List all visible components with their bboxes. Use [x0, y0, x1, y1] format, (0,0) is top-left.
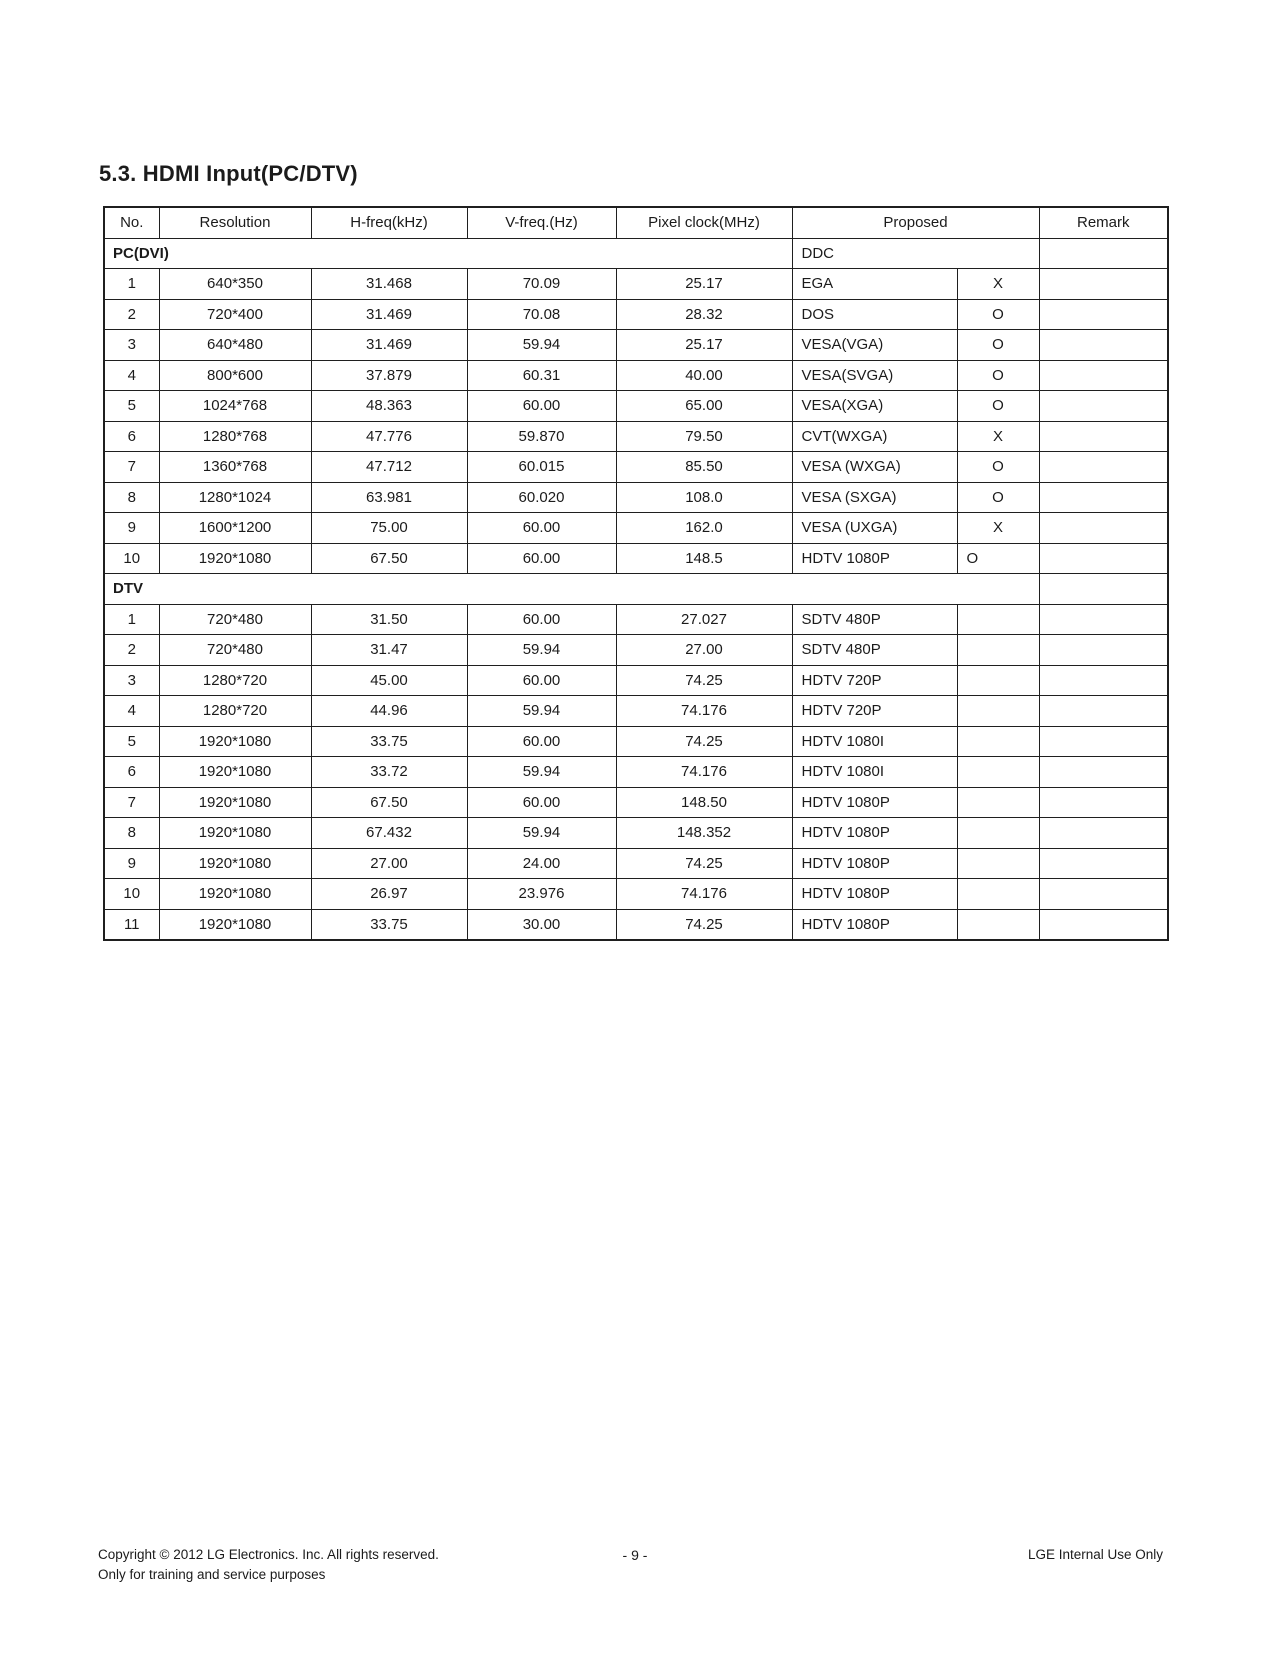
cell-resolution: 640*350: [159, 269, 311, 300]
table-row: [104, 879, 1168, 910]
cell-v-freq: 60.00: [467, 391, 616, 422]
cell-v-freq: 60.00: [467, 726, 616, 757]
cell-h-freq: 47.776: [311, 421, 467, 452]
cell-proposed-status: O: [957, 360, 1039, 391]
table-row: [104, 848, 1168, 879]
cell-no: 2: [104, 635, 159, 666]
table-row: [104, 421, 1168, 452]
cell-v-freq: 60.00: [467, 543, 616, 574]
table-row: [104, 513, 1168, 544]
cell-remark: [1039, 543, 1168, 574]
cell-proposed: HDTV 1080I: [792, 757, 957, 788]
cell-proposed: HDTV 1080P: [792, 909, 957, 940]
cell-v-freq: 70.09: [467, 269, 616, 300]
cell-remark: [1039, 238, 1168, 269]
cell-pixel-clock: 74.176: [616, 757, 792, 788]
cell-remark: [1039, 635, 1168, 666]
cell-no: 4: [104, 696, 159, 727]
cell-no: 7: [104, 452, 159, 483]
footer-copyright-line: Copyright © 2012 LG Electronics. Inc. All rights reserved.: [98, 1547, 439, 1562]
cell-v-freq: 59.870: [467, 421, 616, 452]
page-number: - 9 -: [622, 1547, 648, 1563]
cell-pixel-clock: 40.00: [616, 360, 792, 391]
cell-v-freq: 60.00: [467, 665, 616, 696]
cell-resolution: 1280*768: [159, 421, 311, 452]
cell-pixel-clock: 108.0: [616, 482, 792, 513]
cell-proposed: HDTV 1080P: [792, 543, 957, 574]
cell-h-freq: 31.50: [311, 604, 467, 635]
cell-remark: [1039, 665, 1168, 696]
cell-remark: [1039, 879, 1168, 910]
cell-proposed: HDTV 1080P: [792, 818, 957, 849]
col-header-remark: Remark: [1039, 207, 1168, 238]
table-row: [104, 482, 1168, 513]
cell-v-freq: 70.08: [467, 299, 616, 330]
cell-resolution: 800*600: [159, 360, 311, 391]
cell-resolution: 1920*1080: [159, 757, 311, 788]
cell-pixel-clock: 74.25: [616, 726, 792, 757]
cell-proposed: HDTV 1080P: [792, 787, 957, 818]
cell-resolution: 720*480: [159, 604, 311, 635]
cell-v-freq: 59.94: [467, 757, 616, 788]
cell-h-freq: 33.75: [311, 726, 467, 757]
cell-resolution: 720*400: [159, 299, 311, 330]
table-row: [104, 269, 1168, 300]
footer-copyright-block: [98, 1545, 439, 1585]
cell-pixel-clock: 28.32: [616, 299, 792, 330]
cell-proposed: SDTV 480P: [792, 604, 957, 635]
cell-no: 9: [104, 848, 159, 879]
cell-remark: [1039, 909, 1168, 940]
cell-v-freq: 60.00: [467, 787, 616, 818]
cell-resolution: 1280*1024: [159, 482, 311, 513]
cell-proposed: HDTV 1080I: [792, 726, 957, 757]
table-row: [104, 360, 1168, 391]
cell-h-freq: 26.97: [311, 879, 467, 910]
cell-proposed-status: X: [957, 513, 1039, 544]
cell-resolution: 1920*1080: [159, 818, 311, 849]
cell-h-freq: 67.432: [311, 818, 467, 849]
table-row: [104, 635, 1168, 666]
col-header-v-freq: V-freq.(Hz): [467, 207, 616, 238]
cell-proposed-status: [957, 696, 1039, 727]
cell-no: 3: [104, 665, 159, 696]
cell-remark: [1039, 574, 1168, 605]
cell-v-freq: 60.020: [467, 482, 616, 513]
footer-internal-note: LGE Internal Use Only: [1027, 1547, 1163, 1562]
cell-pixel-clock: 65.00: [616, 391, 792, 422]
cell-h-freq: 31.47: [311, 635, 467, 666]
cell-proposed-status: [957, 635, 1039, 666]
cell-resolution: 1920*1080: [159, 787, 311, 818]
cell-resolution: 1920*1080: [159, 909, 311, 940]
cell-resolution: 1280*720: [159, 696, 311, 727]
cell-resolution: 1920*1080: [159, 726, 311, 757]
cell-no: 5: [104, 726, 159, 757]
cell-no: 10: [104, 543, 159, 574]
footer-purpose-line: Only for training and service purposes: [98, 1567, 326, 1582]
cell-no: 7: [104, 787, 159, 818]
cell-remark: [1039, 421, 1168, 452]
cell-proposed: HDTV 720P: [792, 696, 957, 727]
cell-pixel-clock: 74.176: [616, 696, 792, 727]
cell-proposed: VESA(VGA): [792, 330, 957, 361]
cell-remark: [1039, 391, 1168, 422]
cell-h-freq: 63.981: [311, 482, 467, 513]
cell-h-freq: 48.363: [311, 391, 467, 422]
cell-proposed-status: O: [957, 299, 1039, 330]
cell-v-freq: 59.94: [467, 330, 616, 361]
cell-no: 8: [104, 482, 159, 513]
cell-proposed: HDTV 1080P: [792, 879, 957, 910]
cell-h-freq: 75.00: [311, 513, 467, 544]
cell-h-freq: 37.879: [311, 360, 467, 391]
cell-proposed-status: X: [957, 269, 1039, 300]
cell-resolution: 640*480: [159, 330, 311, 361]
table-row: [104, 696, 1168, 727]
cell-pixel-clock: 85.50: [616, 452, 792, 483]
cell-h-freq: 44.96: [311, 696, 467, 727]
table-row: [104, 665, 1168, 696]
col-header-no: No.: [104, 207, 159, 238]
cell-no: 3: [104, 330, 159, 361]
cell-proposed: EGA: [792, 269, 957, 300]
cell-resolution: 1600*1200: [159, 513, 311, 544]
table-row: [104, 818, 1168, 849]
cell-proposed: DOS: [792, 299, 957, 330]
cell-no: 10: [104, 879, 159, 910]
cell-v-freq: 59.94: [467, 635, 616, 666]
cell-pixel-clock: 27.027: [616, 604, 792, 635]
table-row: [104, 787, 1168, 818]
cell-resolution: 1920*1080: [159, 543, 311, 574]
cell-resolution: 720*480: [159, 635, 311, 666]
cell-pixel-clock: 148.352: [616, 818, 792, 849]
cell-resolution: 1920*1080: [159, 848, 311, 879]
cell-proposed-status: [957, 726, 1039, 757]
cell-no: 6: [104, 757, 159, 788]
cell-remark: [1039, 818, 1168, 849]
cell-remark: [1039, 360, 1168, 391]
cell-pixel-clock: 25.17: [616, 330, 792, 361]
col-header-pixel-clock: Pixel clock(MHz): [616, 207, 792, 238]
cell-pixel-clock: 74.25: [616, 665, 792, 696]
cell-v-freq: 59.94: [467, 818, 616, 849]
cell-proposed-status: [957, 757, 1039, 788]
cell-resolution: 1024*768: [159, 391, 311, 422]
cell-proposed: VESA (WXGA): [792, 452, 957, 483]
cell-resolution: 1920*1080: [159, 879, 311, 910]
cell-h-freq: 33.72: [311, 757, 467, 788]
table-row: [104, 330, 1168, 361]
table-row: [104, 452, 1168, 483]
table-row: [104, 543, 1168, 574]
cell-v-freq: 60.00: [467, 604, 616, 635]
cell-proposed: VESA (SXGA): [792, 482, 957, 513]
cell-proposed-status: O: [957, 391, 1039, 422]
cell-remark: [1039, 513, 1168, 544]
table-header-row: [104, 207, 1168, 238]
cell-proposed: VESA(XGA): [792, 391, 957, 422]
cell-no: 1: [104, 604, 159, 635]
cell-proposed-status: [957, 879, 1039, 910]
cell-proposed: SDTV 480P: [792, 635, 957, 666]
cell-remark: [1039, 604, 1168, 635]
cell-proposed: CVT(WXGA): [792, 421, 957, 452]
cell-v-freq: 60.31: [467, 360, 616, 391]
cell-proposed-status: O: [957, 452, 1039, 483]
cell-pixel-clock: 148.50: [616, 787, 792, 818]
cell-no: 4: [104, 360, 159, 391]
cell-pixel-clock: 74.25: [616, 848, 792, 879]
col-header-resolution: Resolution: [159, 207, 311, 238]
cell-proposed: HDTV 720P: [792, 665, 957, 696]
cell-v-freq: 60.00: [467, 513, 616, 544]
cell-pixel-clock: 74.25: [616, 909, 792, 940]
cell-proposed: HDTV 1080P: [792, 848, 957, 879]
cell-h-freq: 31.469: [311, 330, 467, 361]
cell-no: 9: [104, 513, 159, 544]
table-row: [104, 299, 1168, 330]
cell-no: 6: [104, 421, 159, 452]
cell-pixel-clock: 79.50: [616, 421, 792, 452]
cell-resolution: 1360*768: [159, 452, 311, 483]
table-row: [104, 726, 1168, 757]
cell-proposed-status: [957, 665, 1039, 696]
section-row: [104, 238, 1168, 269]
cell-proposed-status: [957, 909, 1039, 940]
cell-h-freq: 47.712: [311, 452, 467, 483]
cell-remark: [1039, 482, 1168, 513]
cell-proposed-status: [957, 848, 1039, 879]
cell-remark: [1039, 452, 1168, 483]
cell-remark: [1039, 330, 1168, 361]
cell-proposed-status: O: [957, 482, 1039, 513]
cell-remark: [1039, 757, 1168, 788]
cell-proposed-status: O: [957, 543, 1039, 574]
cell-proposed-status: O: [957, 330, 1039, 361]
cell-proposed: VESA(SVGA): [792, 360, 957, 391]
table-row: [104, 604, 1168, 635]
col-header-h-freq: H-freq(kHz): [311, 207, 467, 238]
table-row: [104, 757, 1168, 788]
cell-proposed-status: [957, 604, 1039, 635]
cell-no: 2: [104, 299, 159, 330]
col-header-proposed: Proposed: [792, 207, 1039, 238]
cell-v-freq: 24.00: [467, 848, 616, 879]
cell-remark: [1039, 787, 1168, 818]
cell-h-freq: 67.50: [311, 787, 467, 818]
table-row: [104, 909, 1168, 940]
cell-remark: [1039, 848, 1168, 879]
cell-v-freq: 59.94: [467, 696, 616, 727]
cell-pixel-clock: 74.176: [616, 879, 792, 910]
cell-pixel-clock: 27.00: [616, 635, 792, 666]
cell-remark: [1039, 696, 1168, 727]
cell-pixel-clock: 162.0: [616, 513, 792, 544]
table-row: [104, 391, 1168, 422]
cell-pixel-clock: 25.17: [616, 269, 792, 300]
cell-v-freq: 60.015: [467, 452, 616, 483]
section-row: [104, 574, 1168, 605]
cell-no: 8: [104, 818, 159, 849]
cell-pixel-clock: 148.5: [616, 543, 792, 574]
section-label: DTV: [104, 574, 1039, 605]
cell-no: 11: [104, 909, 159, 940]
cell-proposed: VESA (UXGA): [792, 513, 957, 544]
cell-remark: [1039, 269, 1168, 300]
section-title: 5.3. HDMI Input(PC/DTV): [99, 161, 358, 186]
cell-remark: [1039, 299, 1168, 330]
cell-proposed-status: [957, 787, 1039, 818]
section-proposed-note: DDC: [792, 238, 1039, 269]
cell-resolution: 1280*720: [159, 665, 311, 696]
cell-remark: [1039, 726, 1168, 757]
section-label: PC(DVI): [104, 238, 792, 269]
cell-h-freq: 67.50: [311, 543, 467, 574]
cell-v-freq: 23.976: [467, 879, 616, 910]
cell-h-freq: 31.469: [311, 299, 467, 330]
cell-no: 5: [104, 391, 159, 422]
cell-h-freq: 33.75: [311, 909, 467, 940]
cell-h-freq: 31.468: [311, 269, 467, 300]
cell-h-freq: 27.00: [311, 848, 467, 879]
cell-h-freq: 45.00: [311, 665, 467, 696]
cell-v-freq: 30.00: [467, 909, 616, 940]
hdmi-input-spec-table: [103, 206, 1169, 941]
cell-proposed-status: X: [957, 421, 1039, 452]
cell-proposed-status: [957, 818, 1039, 849]
cell-no: 1: [104, 269, 159, 300]
